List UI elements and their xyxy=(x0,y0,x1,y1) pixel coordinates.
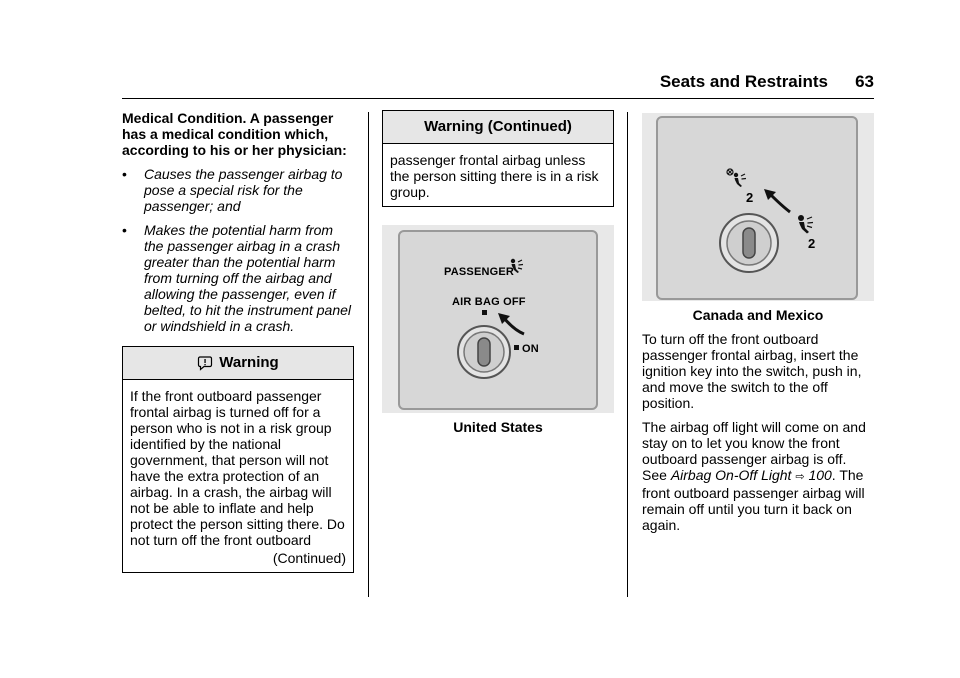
on-indicator-mark xyxy=(514,345,519,350)
info-text-post: . The front outboard passenger airbag will remain off until you turn it back on again. xyxy=(642,467,865,533)
on-label: ON xyxy=(522,343,539,355)
bullet-mark: • xyxy=(122,222,127,238)
figure-caption: United States xyxy=(453,419,543,435)
key-switch-icon xyxy=(456,324,512,380)
bullet-mark: • xyxy=(122,166,127,182)
instruction-paragraph: To turn off the front outboard passenger frontal airbag, insert the ignition key into the switch, push in, and move the switch to the off position. xyxy=(642,331,862,411)
warning-box xyxy=(122,346,354,573)
column-middle xyxy=(382,110,614,435)
warning-text: passenger frontal airbag unless the person sitting there is in a risk group. xyxy=(390,152,599,200)
airbag-on-icon xyxy=(794,214,816,238)
warning-box-continued xyxy=(382,110,614,207)
figure-caption: Canada and Mexico xyxy=(692,307,824,323)
info-paragraph xyxy=(642,419,874,533)
list-item xyxy=(122,222,354,334)
warning-title: Warning (Continued) xyxy=(424,118,572,135)
figure-us-switch xyxy=(382,225,614,413)
figure-canada-switch xyxy=(642,113,874,301)
info-text-pre: The airbag off light will come on and stay on to let you know the front outboard passenger airbag is off. See xyxy=(642,419,866,483)
airbag-passenger-icon xyxy=(508,258,524,274)
position-number-top: 2 xyxy=(746,190,754,205)
bullet-text: Makes the potential harm from the passenger airbag in a crash greater than the potential harm from turning off the airbag and allowing the passenger, even if belted, to hit the instrument panel or windshield in a crash. xyxy=(144,222,352,334)
airbag-off-icon xyxy=(726,168,748,192)
warning-body xyxy=(123,380,353,572)
column-divider-1 xyxy=(368,112,369,597)
switch-panel xyxy=(398,230,598,410)
column-right xyxy=(642,110,874,541)
warning-icon xyxy=(197,355,213,371)
continued-label: (Continued) xyxy=(272,550,346,566)
column-left xyxy=(122,110,354,573)
warning-header xyxy=(123,347,353,380)
off-indicator-mark xyxy=(482,310,487,315)
page-header xyxy=(122,72,874,99)
airbag-off-label: AIR BAG OFF xyxy=(452,296,526,308)
cross-reference-link[interactable]: Airbag On-Off Light xyxy=(670,467,792,483)
medical-condition-intro: Medical Condition. A passenger has a medical condition which, according to his or her physician: xyxy=(122,110,347,158)
warning-body xyxy=(383,144,613,206)
position-number-bottom: 2 xyxy=(808,236,816,251)
page-ref-icon: ⇨ xyxy=(795,471,805,483)
key-switch-icon xyxy=(718,212,780,274)
section-title: Seats and Restraints xyxy=(659,72,828,91)
warning-header xyxy=(383,111,613,144)
page-number: 63 xyxy=(855,72,874,91)
column-divider-2 xyxy=(627,112,628,597)
passenger-label: PASSENGER xyxy=(444,266,515,278)
warning-title: Warning xyxy=(219,354,279,371)
cross-reference-page[interactable]: 100 xyxy=(808,467,832,483)
list-item xyxy=(122,166,354,214)
switch-panel xyxy=(656,116,858,300)
bullet-text: Causes the passenger airbag to pose a special risk for the passenger; and xyxy=(144,166,343,214)
warning-text: If the front outboard passenger frontal airbag is turned off for a person who is not in a risk group identified by the national government, that person will not have the extra protection of an airbag. In a crash, the airbag will not be able to inflate and help protect the person sitting there. Do not turn off the front outboard xyxy=(130,388,345,548)
